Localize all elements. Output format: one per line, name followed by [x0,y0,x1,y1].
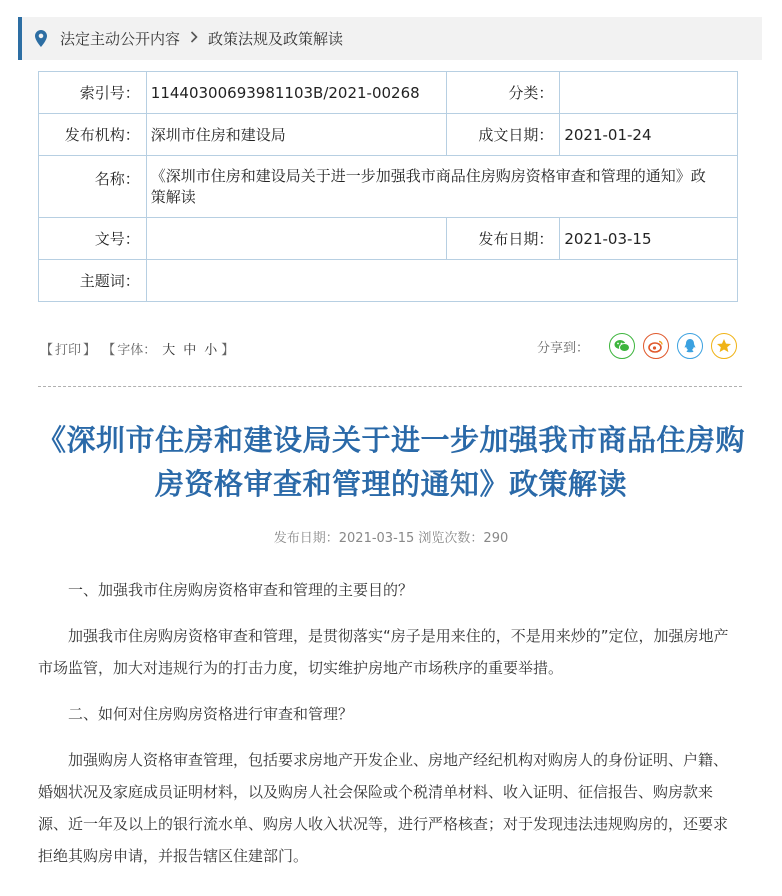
keywords-value [146,260,737,302]
wechat-icon[interactable] [609,333,635,359]
created-date-label: 成文日期： [446,114,560,156]
created-date-value: 2021-01-24 [560,114,738,156]
chevron-right-icon [190,31,198,47]
qq-icon[interactable] [677,333,703,359]
category-label: 分类： [446,72,560,114]
meta-row-index [39,72,738,114]
published-date-value: 2021-03-15 [560,218,738,260]
org-value: 深圳市住房和建设局 [146,114,446,156]
print-link[interactable]: 打印 [55,343,82,358]
name-label: 名称： [39,156,147,218]
article-paragraph: 二、如何对住房购房资格进行审查和管理？ [68,705,354,723]
font-size-label: 字体： [117,343,157,358]
location-pin-icon [34,29,48,49]
meta-row-org [39,114,738,156]
breadcrumb-current[interactable]: 政策法规及政策解读 [208,30,344,48]
name-value: 《深圳市住房和建设局关于进一步加强我市商品住房购房资格审查和管理的通知》政策解读 [146,156,737,218]
index-label: 索引号： [39,72,147,114]
share-label: 分享到： [536,340,589,356]
meta-row-docno [39,218,738,260]
article-tools: 【 打印 】 【 字体： 大 中 小 】 [40,343,235,358]
published-date-label: 发布日期： [446,218,560,260]
meta-row-keywords [39,260,738,302]
weibo-icon[interactable] [643,333,669,359]
divider [38,386,742,387]
article-paragraph: 加强购房人资格审查管理，包括要求房地产开发企业、房地产经纪机构对购房人的身份证明、户籍、婚姻状况及家庭成员证明材料，以及购房人社会保险或个税清单材料、收入证明、征信报告、购房款来源、近一年及以上的银行流水单、购房人收入状况等，进行严格核查；对于发现违法违规购房的，还要求拒绝其购房申请，并报告辖区住建部门。 [38,751,729,865]
article-title: 《深圳市住房和建设局关于进一步加强我市商品住房购房资格审查和管理的通知》政策解读 [36,423,745,501]
index-value: 11440300693981103B/2021-00268 [146,72,446,114]
font-small-button[interactable]: 小 [204,343,218,358]
category-value [560,72,738,114]
meta-table [38,71,738,302]
article-paragraph: 加强我市住房购房资格审查和管理，是贯彻落实“房子是用来住的，不是用来炒的”定位，加强房地产市场监管，加大对违规行为的打击力度，切实维护房地产市场秩序的重要举措。 [38,627,729,677]
docno-label: 文号： [39,218,147,260]
meta-row-name [39,156,738,218]
article-body [38,574,742,886]
docno-value [146,218,446,260]
font-large-button[interactable]: 大 [162,343,176,358]
article-pub-info: 发布日期：2021-03-15 浏览次数：290 [273,531,509,546]
keywords-label: 主题词： [39,260,147,302]
article-paragraph: 一、加强我市住房购房资格审查和管理的主要目的？ [68,581,414,599]
share-bar [537,333,737,359]
breadcrumb [18,17,762,60]
font-medium-button[interactable]: 中 [183,343,197,358]
breadcrumb-home-link[interactable]: 法定主动公开内容 [60,30,181,48]
qzone-icon[interactable] [711,333,737,359]
org-label: 发布机构： [39,114,147,156]
